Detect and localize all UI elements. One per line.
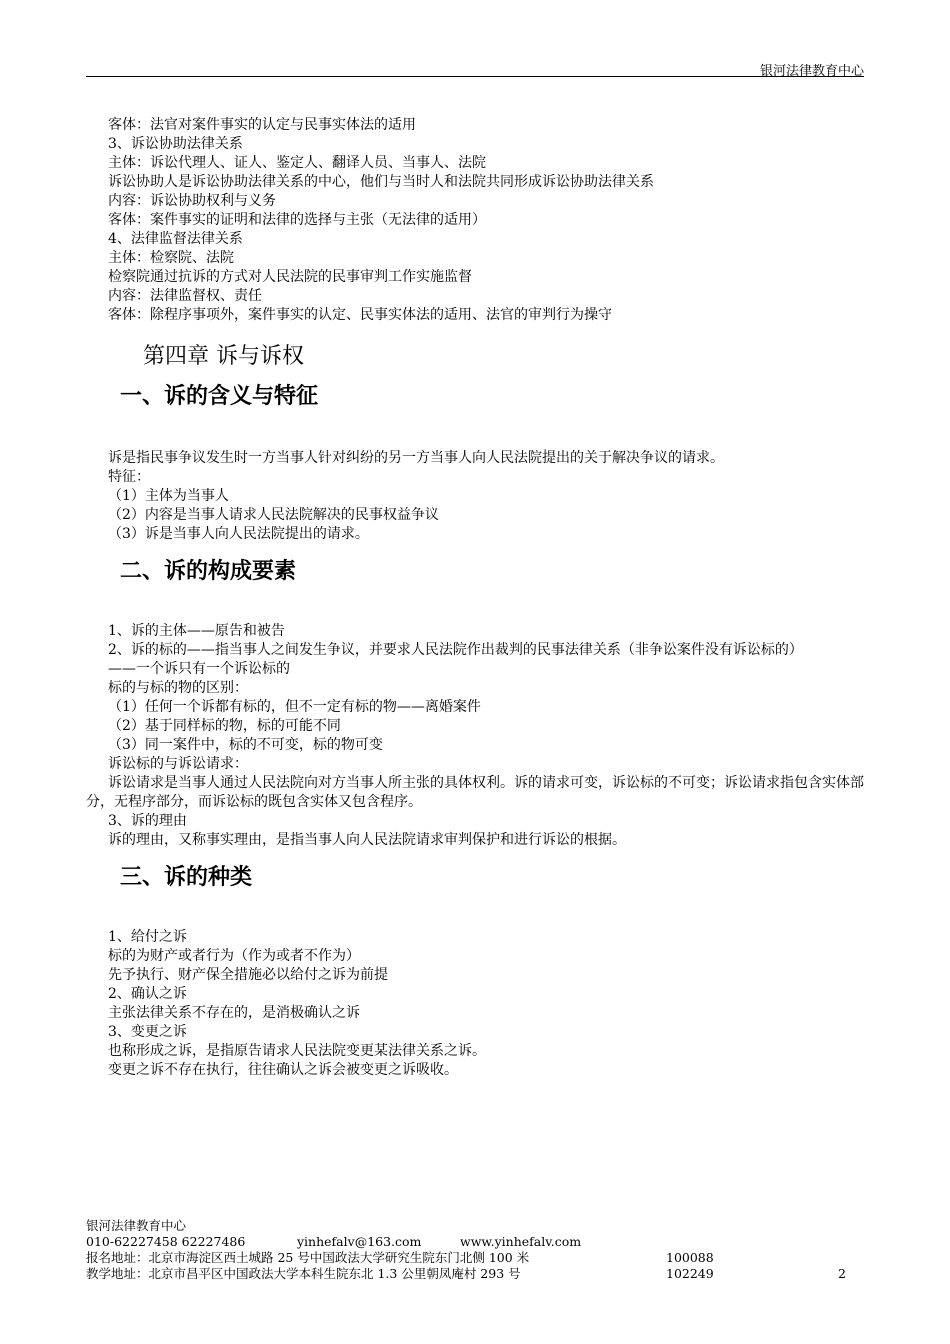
footer-website: www.yinhefalv.com xyxy=(460,1234,582,1249)
section-2-body xyxy=(86,622,864,850)
text-line: 变更之诉不存在执行，往往确认之诉会被变更之诉吸收。 xyxy=(108,1062,458,1078)
text-line: 诉讼标的与诉讼请求： xyxy=(108,756,248,772)
text-line: 主体：检察院、法院 xyxy=(108,250,234,266)
text-line: （3）诉是当事人向人民法院提出的请求。 xyxy=(108,526,369,542)
footer-org: 银河法律教育中心 xyxy=(86,1218,187,1233)
document-body xyxy=(86,116,864,1080)
footer-teach-address: 教学地址：北京市昌平区中国政法大学本科生院东北 1.3 公里朝凤庵村 293 号 xyxy=(86,1266,521,1281)
footer-phones: 010-62227458 62227486 xyxy=(86,1234,246,1249)
text-line: 也称形成之诉，是指原告请求人民法院变更某法律关系之诉。 xyxy=(108,1043,486,1059)
text-line: 2、确认之诉 xyxy=(108,986,187,1002)
footer-contact-row xyxy=(86,1234,864,1250)
section-heading-1: 一、诉的含义与特征 xyxy=(120,384,319,409)
text-line: 主张法律关系不存在的，是消极确认之诉 xyxy=(108,1005,360,1021)
text-paragraph: 2、诉的标的——指当事人之间发生争议，并要求人民法院作出裁判的民事法律关系（非争讼案件没有诉讼标的） xyxy=(108,642,803,658)
text-line: 内容：法律监督权、责任 xyxy=(108,288,262,304)
text-line: 特征： xyxy=(108,469,150,485)
text-line: ——一个诉只有一个诉讼标的 xyxy=(108,661,290,677)
text-line: （2）内容是当事人请求人民法院解决的民事权益争议 xyxy=(108,507,439,523)
page-number: 2 xyxy=(838,1266,846,1281)
text-line: 先予执行、财产保全措施必以给付之诉为前提 xyxy=(108,967,388,983)
text-line: 诉讼协助人是诉讼协助法律关系的中心，他们与当时人和法院共同形成诉讼协助法律关系 xyxy=(108,174,654,190)
text-line: 客体：案件事实的证明和法律的选择与主张（无法律的适用） xyxy=(108,212,486,228)
intro-block xyxy=(86,116,864,325)
footer-reg-row xyxy=(86,1250,864,1266)
header-title: 银河法律教育中心 xyxy=(759,64,864,79)
section-3-body xyxy=(86,928,864,1080)
text-line: 主体：诉讼代理人、证人、鉴定人、翻译人员、当事人、法院 xyxy=(108,155,486,171)
text-line: （1）主体为当事人 xyxy=(108,488,229,504)
text-line: 诉的理由，又称事实理由，是指当事人向人民法院请求审判保护和进行诉讼的根据。 xyxy=(108,832,626,848)
footer-teach-row xyxy=(86,1266,864,1282)
text-line: 3、诉讼协助法律关系 xyxy=(108,136,243,152)
text-line: 诉是指民事争议发生时一方当事人针对纠纷的另一方当事人向人民法院提出的关于解决争议的请求。 xyxy=(108,450,724,466)
section-heading-3: 三、诉的种类 xyxy=(120,865,253,890)
text-line: 1、诉的主体——原告和被告 xyxy=(108,623,285,639)
text-line: 内容：诉讼协助权利与义务 xyxy=(108,193,276,209)
text-line: 1、给付之诉 xyxy=(108,929,187,945)
section-1-body xyxy=(86,449,864,544)
chapter-title: 第四章 诉与诉权 xyxy=(143,344,304,369)
text-line: 客体：除程序事项外，案件事实的认定、民事实体法的适用、法官的审判行为操守 xyxy=(108,307,612,323)
footer-email: yinhefalv@163.com xyxy=(297,1234,422,1249)
footer-reg-address: 报名地址：北京市海淀区西土城路 25 号中国政法大学研究生院东门北侧 100 米 xyxy=(86,1250,530,1265)
text-line: （3）同一案件中，标的不可变，标的物可变 xyxy=(108,737,383,753)
section-heading-2: 二、诉的构成要素 xyxy=(120,559,297,584)
text-line: （1）任何一个诉都有标的，但不一定有标的物——离婚案件 xyxy=(108,699,481,715)
footer-reg-postcode: 100088 xyxy=(666,1250,714,1265)
text-line: 3、诉的理由 xyxy=(108,813,187,829)
footer-org-row xyxy=(86,1218,864,1234)
text-line: 客体：法官对案件事实的认定与民事实体法的适用 xyxy=(108,117,416,133)
header-divider xyxy=(86,76,864,77)
footer-teach-postcode: 102249 xyxy=(666,1266,714,1281)
text-line: 3、变更之诉 xyxy=(108,1024,187,1040)
text-paragraph: 诉讼请求是当事人通过人民法院向对方当事人所主张的具体权利。诉的请求可变，诉讼标的不可变；诉讼请求指包含实体部分，无程序部分，而诉讼标的既包含实体又包含程序。 xyxy=(86,775,864,810)
text-line: （2）基于同样标的物，标的可能不同 xyxy=(108,718,341,734)
page-footer xyxy=(86,1218,864,1282)
text-line: 标的为财产或者行为（作为或者不作为） xyxy=(108,948,360,964)
text-line: 标的与标的物的区别： xyxy=(108,680,248,696)
text-line: 检察院通过抗诉的方式对人民法院的民事审判工作实施监督 xyxy=(108,269,472,285)
text-line: 4、法律监督法律关系 xyxy=(108,231,243,247)
